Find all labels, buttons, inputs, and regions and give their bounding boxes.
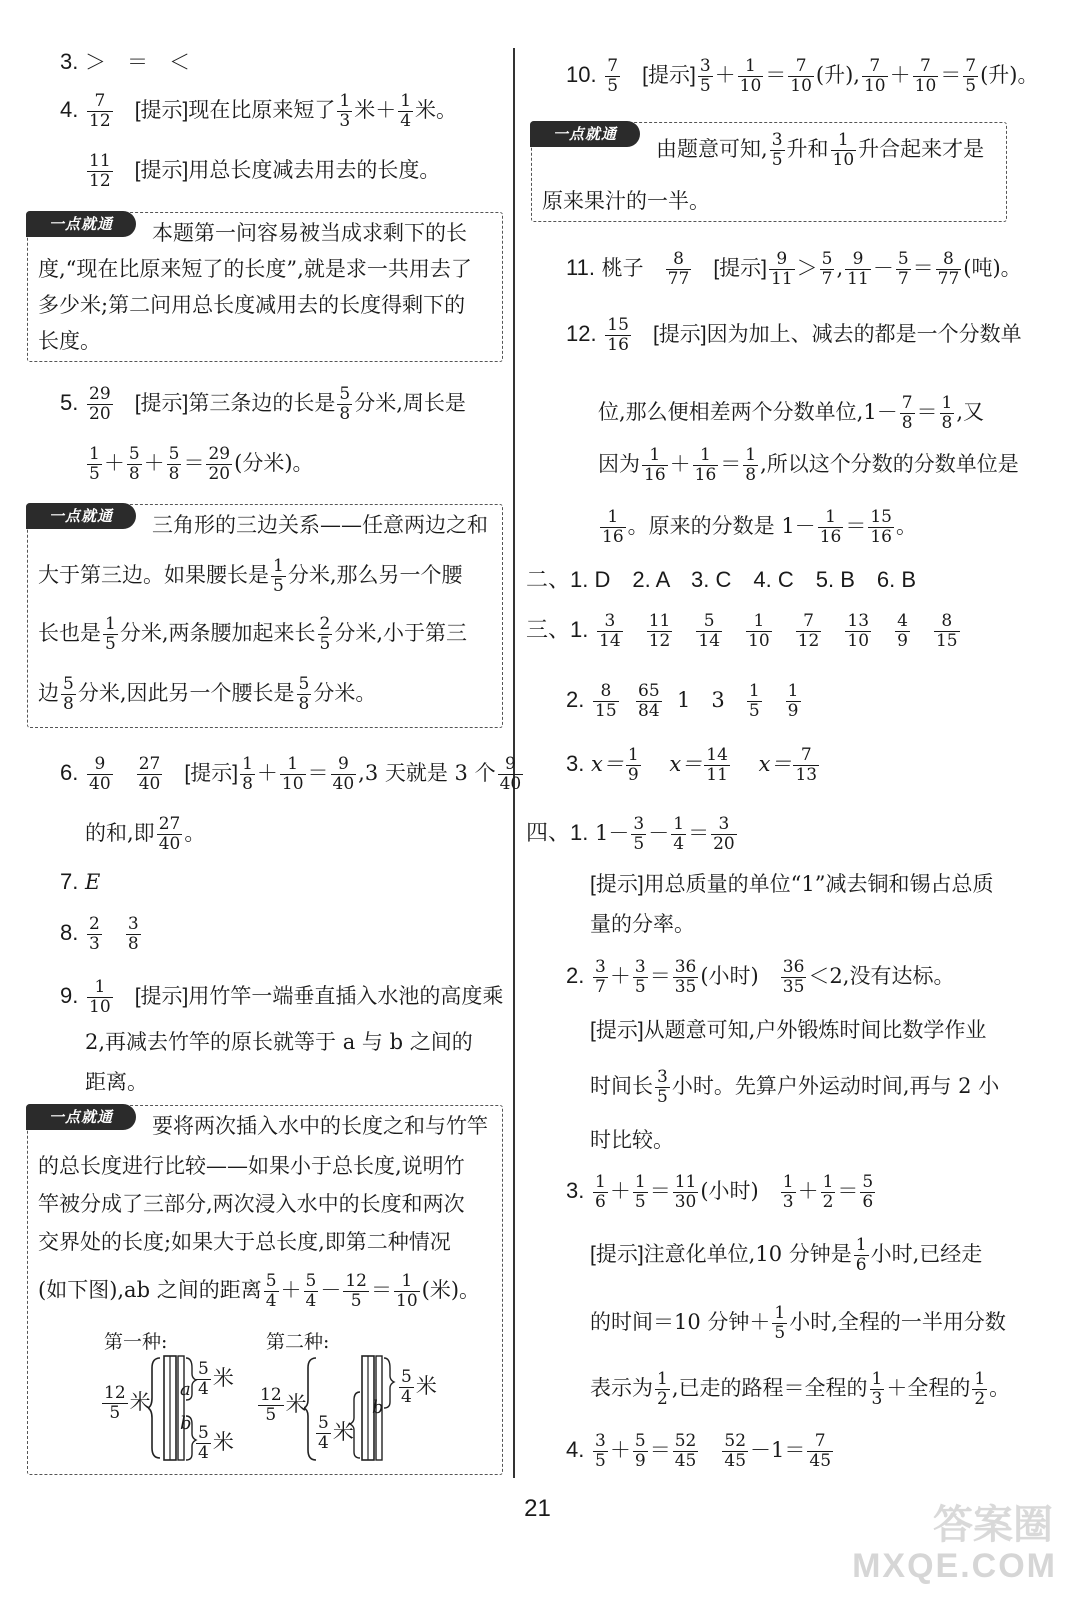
tip-box-1: 一点就通 本题第一问容易被当成求剩下的长 度,“现在比原来短了的长度”,就是求一共用去了 多少米;第二问用总长度减用去的长度得剩下的 长度。 xyxy=(27,212,503,362)
section-4-item-1: 四、1. 1－ $\frac{3}{5}$ － $\frac{1}{4}$ ＝ $\frac{3}{20}$ xyxy=(526,814,735,854)
item-5-second: $\frac{1}{5}$ ＋ $\frac{5}{8}$ ＋ $\frac{5}{8}$ ＝ $\frac{29}{20}$ (分米)。 xyxy=(89,444,314,484)
watermark-text: MXQE.COM xyxy=(852,1547,1057,1585)
item-4-second: $\frac{11}{12}$ [提示]用总长度减去用去的长度。 xyxy=(89,151,441,191)
section-4-item-2: 2. $\frac{3}{7}$ ＋ $\frac{3}{5}$ ＝ $\frac{36}{35}$ (小时) $\frac{36}{35}$ ＜2,没有达标。 xyxy=(566,957,955,997)
tip-box-3: 一点就通 要将两次插入水中的长度之和与竹竿 的总长度进行比较——如果小于总长度,说明竹 竿被分成了三部分,两次浸入水中的长度和两次 交界处的长度;如果大于总长度,即第二种情况 (如下图),ab 之间的距离 $\frac{5}{4}$ ＋ $\frac{5}{4}$ － $\frac{12}{5}$ ＝ $\frac{1}{10}$ (米)。 第一种: 第二种: $\frac{12}{5}$ 米 a b $\frac{5}{4}$ 米 $\frac{5}{4}$ 米 $\frac{12}{5}$ 米 b $\frac{5}{4}$ 米 $\frac{5}{4}$ 米 xyxy=(27,1105,503,1475)
item-3: 3. ＞ ＝ ＜ xyxy=(60,49,191,74)
section-4-item-3: 3. $\frac{1}{6}$ ＋ $\frac{1}{5}$ ＝ $\frac{11}{30}$ (小时) $\frac{1}{3}$ ＋ $\frac{1}{2}$ ＝ $\frac{5}{6}$ xyxy=(566,1172,874,1212)
section-3-item-2: 2. $\frac{8}{15}$ $\frac{65}{84}$ 1 3 $\frac{1}{5}$ $\frac{1}{9}$ xyxy=(566,681,799,721)
section-3-item-3: 3. x＝ $\frac{1}{9}$ x＝ $\frac{14}{11}$ x＝ $\frac{7}{13}$ xyxy=(566,745,818,785)
page-number: 21 xyxy=(524,1495,551,1522)
tip-badge: 一点就通 xyxy=(26,211,136,237)
tip-badge: 一点就通 xyxy=(26,503,136,529)
tip-box-4: 一点就通 由题意可知, $\frac{3}{5}$ 升和 $\frac{1}{10}$ 升合起来才是 原来果汁的一半。 xyxy=(531,122,1007,222)
section-3-item-1: 三、1. $\frac{3}{14}$ $\frac{11}{12}$ $\frac{5}{14}$ $\frac{1}{10}$ $\frac{7}{12}$ $\frac{13}{10}$ $\frac{4}{9}$ $\frac{8}{15}$ xyxy=(526,611,958,651)
item-8: 8. $\frac{2}{3}$ $\frac{3}{8}$ xyxy=(60,914,139,954)
item-6-second: 的和,即 $\frac{27}{40}$ 。 xyxy=(85,814,206,854)
item-4: 4. $\frac{7}{12}$ [提示]现在比原来短了 $\frac{1}{3}$ 米＋ $\frac{1}{4}$ 米。 xyxy=(60,91,458,131)
item-7: 7. E xyxy=(60,869,101,894)
item-9: 9. $\frac{1}{10}$ [提示]用竹竿一端垂直插入水池的高度乘 xyxy=(60,977,504,1017)
watermark-logo: 答案圈 xyxy=(933,1502,1053,1548)
figure-caption-1: 第一种: xyxy=(104,1331,168,1353)
tip-box-2: 一点就通 三角形的三边关系——任意两边之和 大于第三边。如果腰长是 $\frac{1}{5}$ 分米,那么另一个腰 长也是 $\frac{1}{5}$ 分米,两条腰加起来长 $\frac{2}{5}$ 分米,小于第三 边 $\frac{5}{8}$ 分米,因此另一个腰长是 $\frac{5}{8}$ 分米。 xyxy=(27,504,503,728)
section-2-answers: 二、1. D 2. A 3. C 4. C 5. B 6. B xyxy=(526,567,917,592)
item-5: 5. $\frac{29}{20}$ [提示]第三条边的长是 $\frac{5}{8}$ 分米,周长是 xyxy=(60,384,466,424)
figure-caption-2: 第二种: xyxy=(266,1331,330,1353)
tip-badge: 一点就通 xyxy=(530,121,640,147)
item-6: 6. $\frac{9}{40}$ $\frac{27}{40}$ [提示] $\frac{1}{8}$ ＋ $\frac{1}{10}$ ＝ $\frac{9}{40}$ ,3 天就是 3 个 $\frac{9}{40}$ xyxy=(60,754,522,794)
section-4-item-4: 4. $\frac{3}{5}$ ＋ $\frac{5}{9}$ ＝ $\frac{52}{45}$ $\frac{52}{45}$ －1＝ $\frac{7}{45}$ xyxy=(566,1431,832,1471)
item-11: 11. 桃子 $\frac{8}{77}$ [提示] $\frac{9}{11}$ ＞ $\frac{5}{7}$ , $\frac{9}{11}$ － $\frac{5}{7}$ ＝ $\frac{8}{77}$ (吨)。 xyxy=(566,249,1022,289)
item-12: 12. $\frac{15}{16}$ [提示]因为加上、减去的都是一个分数单 xyxy=(566,315,1022,355)
item-10: 10. $\frac{7}{5}$ [提示] $\frac{3}{5}$ ＋ $\frac{1}{10}$ ＝ $\frac{7}{10}$ (升), $\frac{7}{10}$ ＋ $\frac{7}{10}$ ＝ $\frac{7}{5}$ (升)。 xyxy=(566,56,1039,96)
tip-badge: 一点就通 xyxy=(26,1104,136,1130)
